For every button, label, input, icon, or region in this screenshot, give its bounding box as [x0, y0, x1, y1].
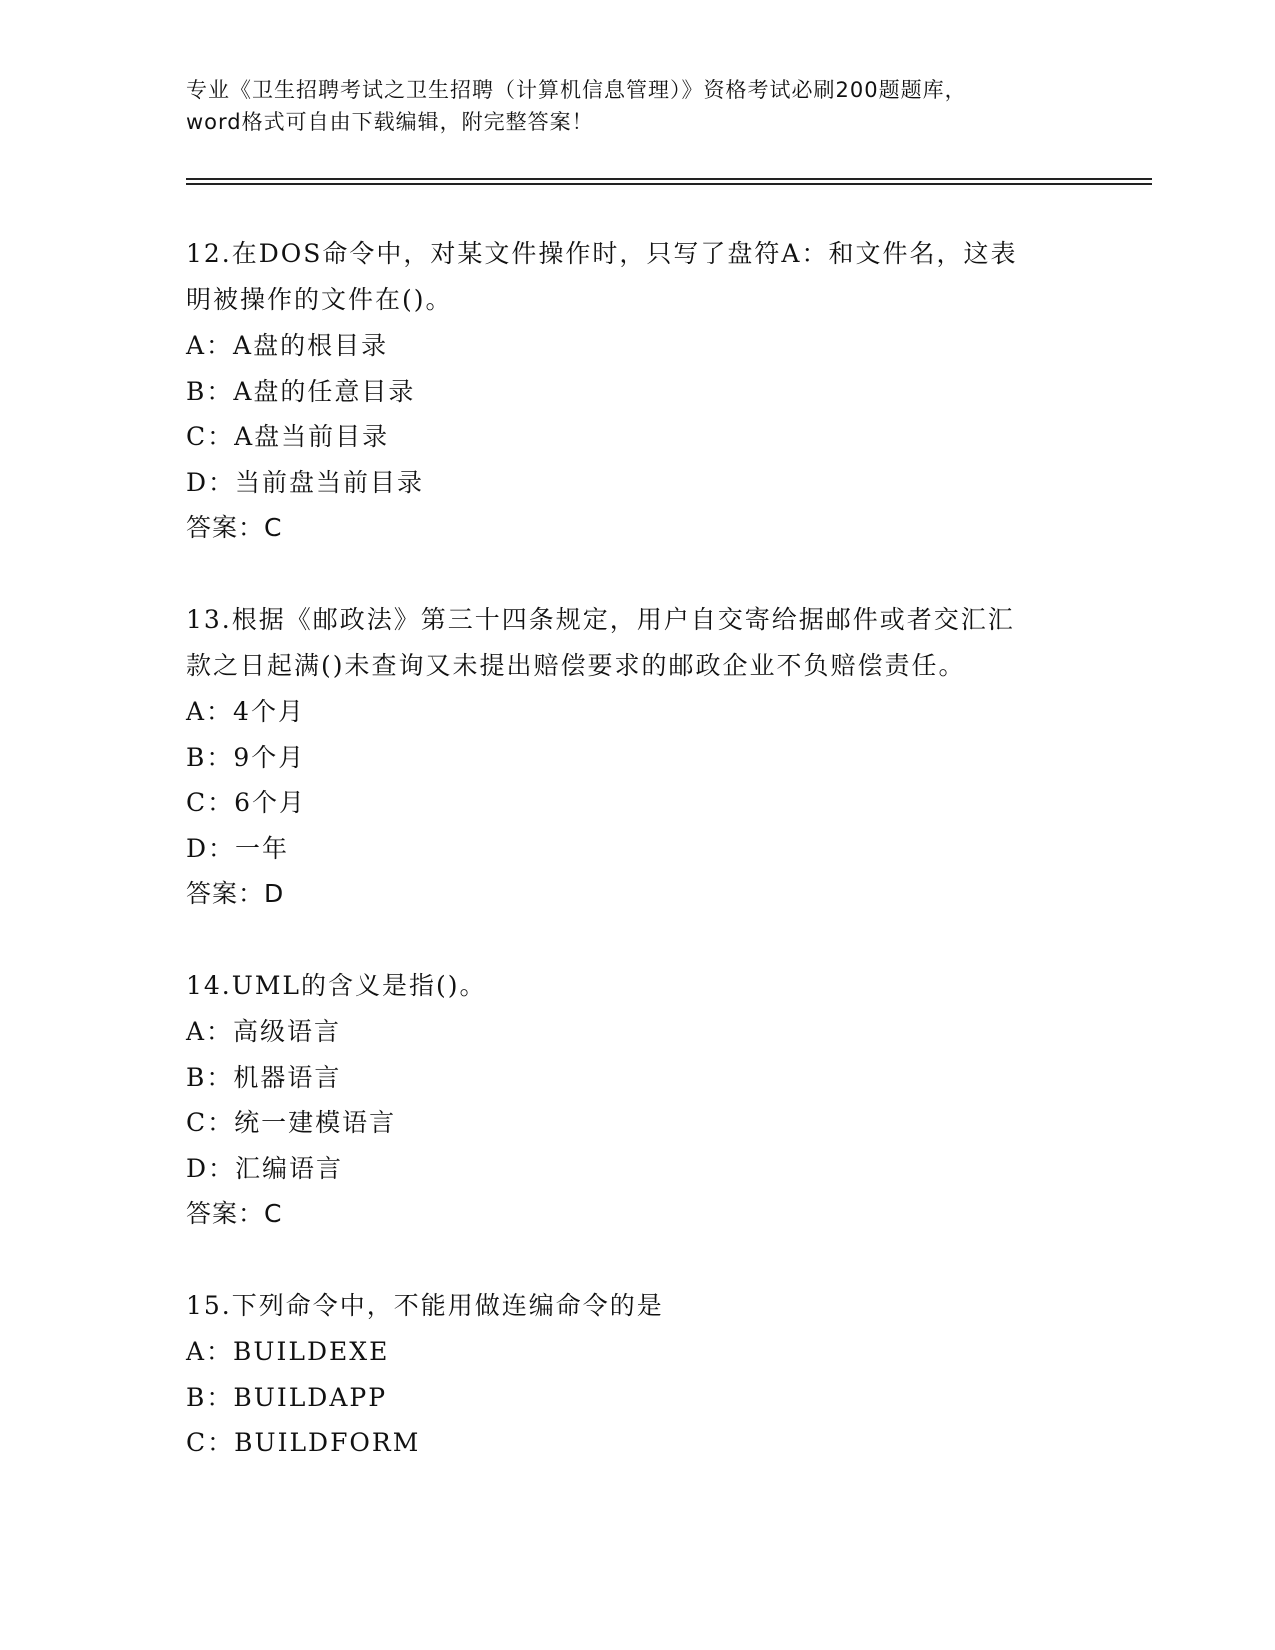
option-c: C：统一建模语言 [186, 1108, 397, 1137]
answer-line: 答案：C [186, 513, 283, 542]
question-stem-line: 12.在DOS命令中，对某文件操作时，只写了盘符A：和文件名，这表 [186, 239, 1018, 268]
question-stem-line: 13.根据《邮政法》第三十四条规定，用户自交寄给据邮件或者交汇汇 [186, 605, 1015, 634]
question-list [186, 231, 1086, 1512]
header-divider-top [186, 178, 1152, 180]
question-14 [186, 963, 1086, 1237]
answer-line: 答案：D [186, 879, 285, 908]
option-d: D：当前盘当前目录 [186, 467, 425, 497]
answer-line: 答案：C [186, 1199, 283, 1228]
option-a: A：BUILDEXE [186, 1337, 390, 1366]
option-d: D：一年 [186, 833, 290, 863]
question-stem-line: 15.下列命令中，不能用做连编命令的是 [186, 1291, 664, 1320]
header-line-1: 专业《卫生招聘考试之卫生招聘（计算机信息管理）》资格考试必刷200题题库， [186, 78, 967, 102]
option-c: C：6个月 [186, 788, 307, 817]
option-c: C：A盘当前目录 [186, 422, 390, 451]
option-c: C：BUILDFORM [186, 1428, 421, 1457]
option-d: D：汇编语言 [186, 1153, 344, 1183]
option-a: A：A盘的根目录 [186, 331, 389, 360]
option-a: A：高级语言 [186, 1017, 342, 1046]
document-header [186, 74, 1086, 138]
question-15 [186, 1283, 1086, 1466]
header-line-2: word格式可自由下载编辑，附完整答案！ [186, 110, 594, 134]
option-b: B：机器语言 [186, 1062, 342, 1092]
question-12 [186, 231, 1086, 551]
question-stem-line: 14.UML的含义是指()。 [186, 971, 487, 1000]
question-13 [186, 597, 1086, 917]
option-a: A：4个月 [186, 697, 305, 726]
option-b: B：A盘的任意目录 [186, 376, 416, 406]
question-stem-line: 款之日起满()未查询又未提出赔偿要求的邮政企业不负赔偿责任。 [186, 651, 966, 680]
header-divider-bottom [186, 183, 1152, 185]
option-b: B：9个月 [186, 742, 306, 772]
question-stem-line: 明被操作的文件在()。 [186, 285, 453, 314]
option-b: B：BUILDAPP [186, 1382, 388, 1412]
